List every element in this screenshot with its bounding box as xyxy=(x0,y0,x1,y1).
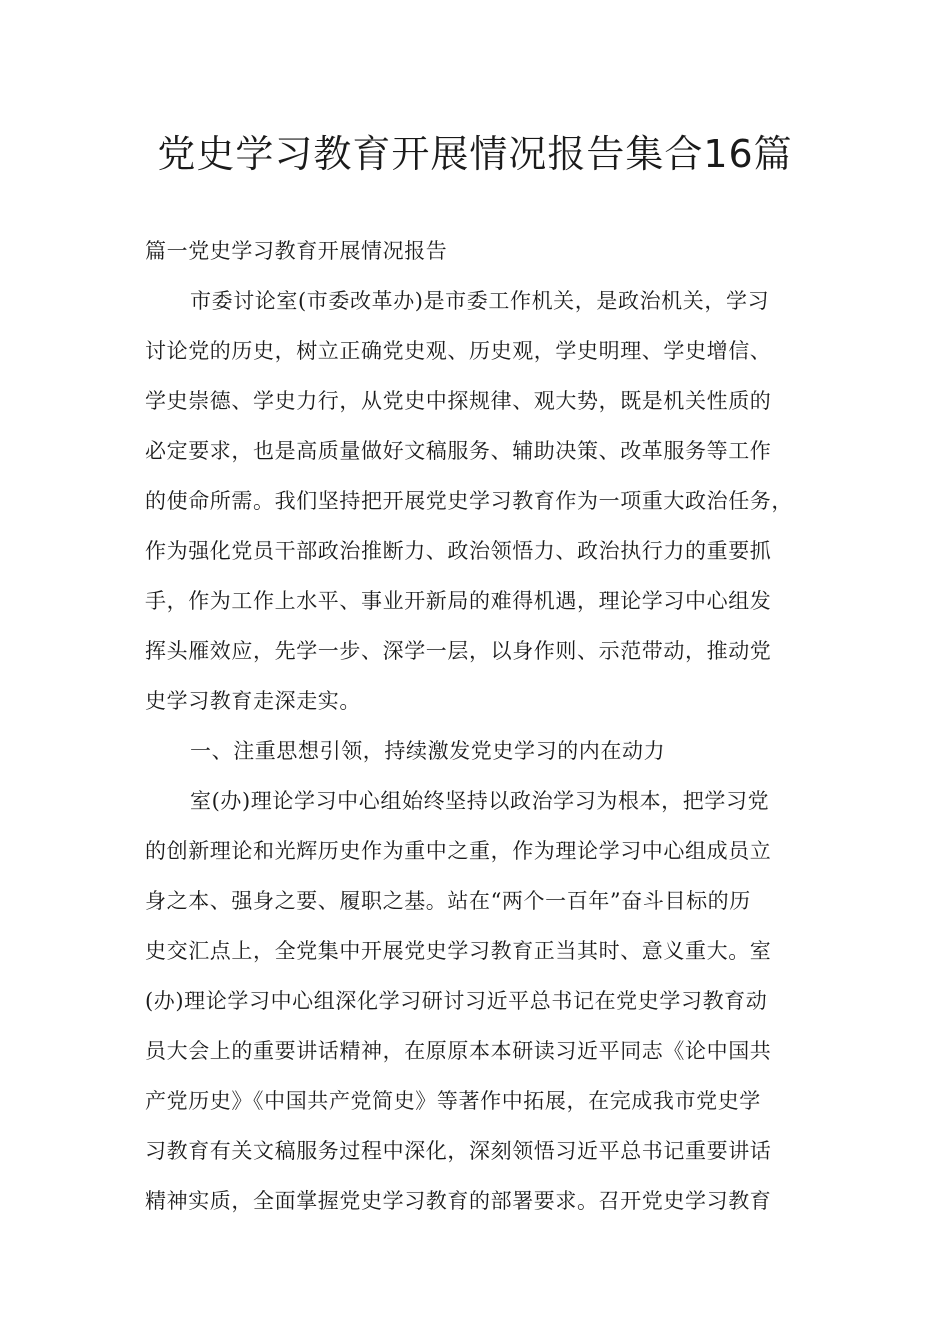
paragraph-line: 习教育有关文稿服务过程中深化，深刻领悟习近平总书记重要讲话 xyxy=(145,1139,772,1163)
paragraph-line: 身之本、强身之要、履职之基。站在“两个一百年”奋斗目标的历 xyxy=(145,889,751,913)
paragraph-line: 手，作为工作上水平、事业开新局的难得机遇，理论学习中心组发 xyxy=(145,589,772,613)
paragraph-line: 讨论党的历史，树立正确党史观、历史观，学史明理、学史增信、 xyxy=(145,339,772,363)
document-title: 党史学习教育开展情况报告集合16篇 xyxy=(157,132,793,176)
paragraph-line: 学史崇德、学史力行，从党史中探规律、观大势，既是机关性质的 xyxy=(145,389,772,413)
paragraph-line: 产党历史》《中国共产党简史》等著作中拓展，在完成我市党史学 xyxy=(145,1089,761,1113)
paragraph-line: 挥头雁效应，先学一步、深学一层，以身作则、示范带动，推动党 xyxy=(145,639,772,663)
paragraph-line: 的使命所需。我们坚持把开展党史学习教育作为一项重大政治任务， xyxy=(145,489,793,513)
paragraph-line: 必定要求，也是高质量做好文稿服务、辅助决策、改革服务等工作 xyxy=(145,439,772,463)
paragraph-line: 的创新理论和光辉历史作为重中之重，作为理论学习中心组成员立 xyxy=(145,839,772,863)
paragraph-line: 作为强化党员干部政治推断力、政治领悟力、政治执行力的重要抓 xyxy=(145,539,772,563)
paragraph-line: 史学习教育走深走实。 xyxy=(145,689,361,713)
paragraph-line: 市委讨论室(市委改革办)是市委工作机关，是政治机关，学习 xyxy=(190,289,770,313)
paragraph-line: 史交汇点上，全党集中开展党史学习教育正当其时、意义重大。室 xyxy=(145,939,772,963)
paragraph-line: 室(办)理论学习中心组始终坚持以政治学习为根本，把学习党 xyxy=(190,789,770,813)
paragraph-line: 精神实质，全面掌握党史学习教育的部署要求。召开党史学习教育 xyxy=(145,1189,772,1213)
section-heading: 篇一党史学习教育开展情况报告 xyxy=(145,239,448,263)
subsection-heading: 一、注重思想引领，持续激发党史学习的内在动力 xyxy=(190,739,666,763)
paragraph-line: 员大会上的重要讲话精神，在原原本本研读习近平同志《论中国共 xyxy=(145,1039,772,1063)
paragraph-line: (办)理论学习中心组深化学习研讨习近平总书记在党史学习教育动 xyxy=(145,989,768,1013)
